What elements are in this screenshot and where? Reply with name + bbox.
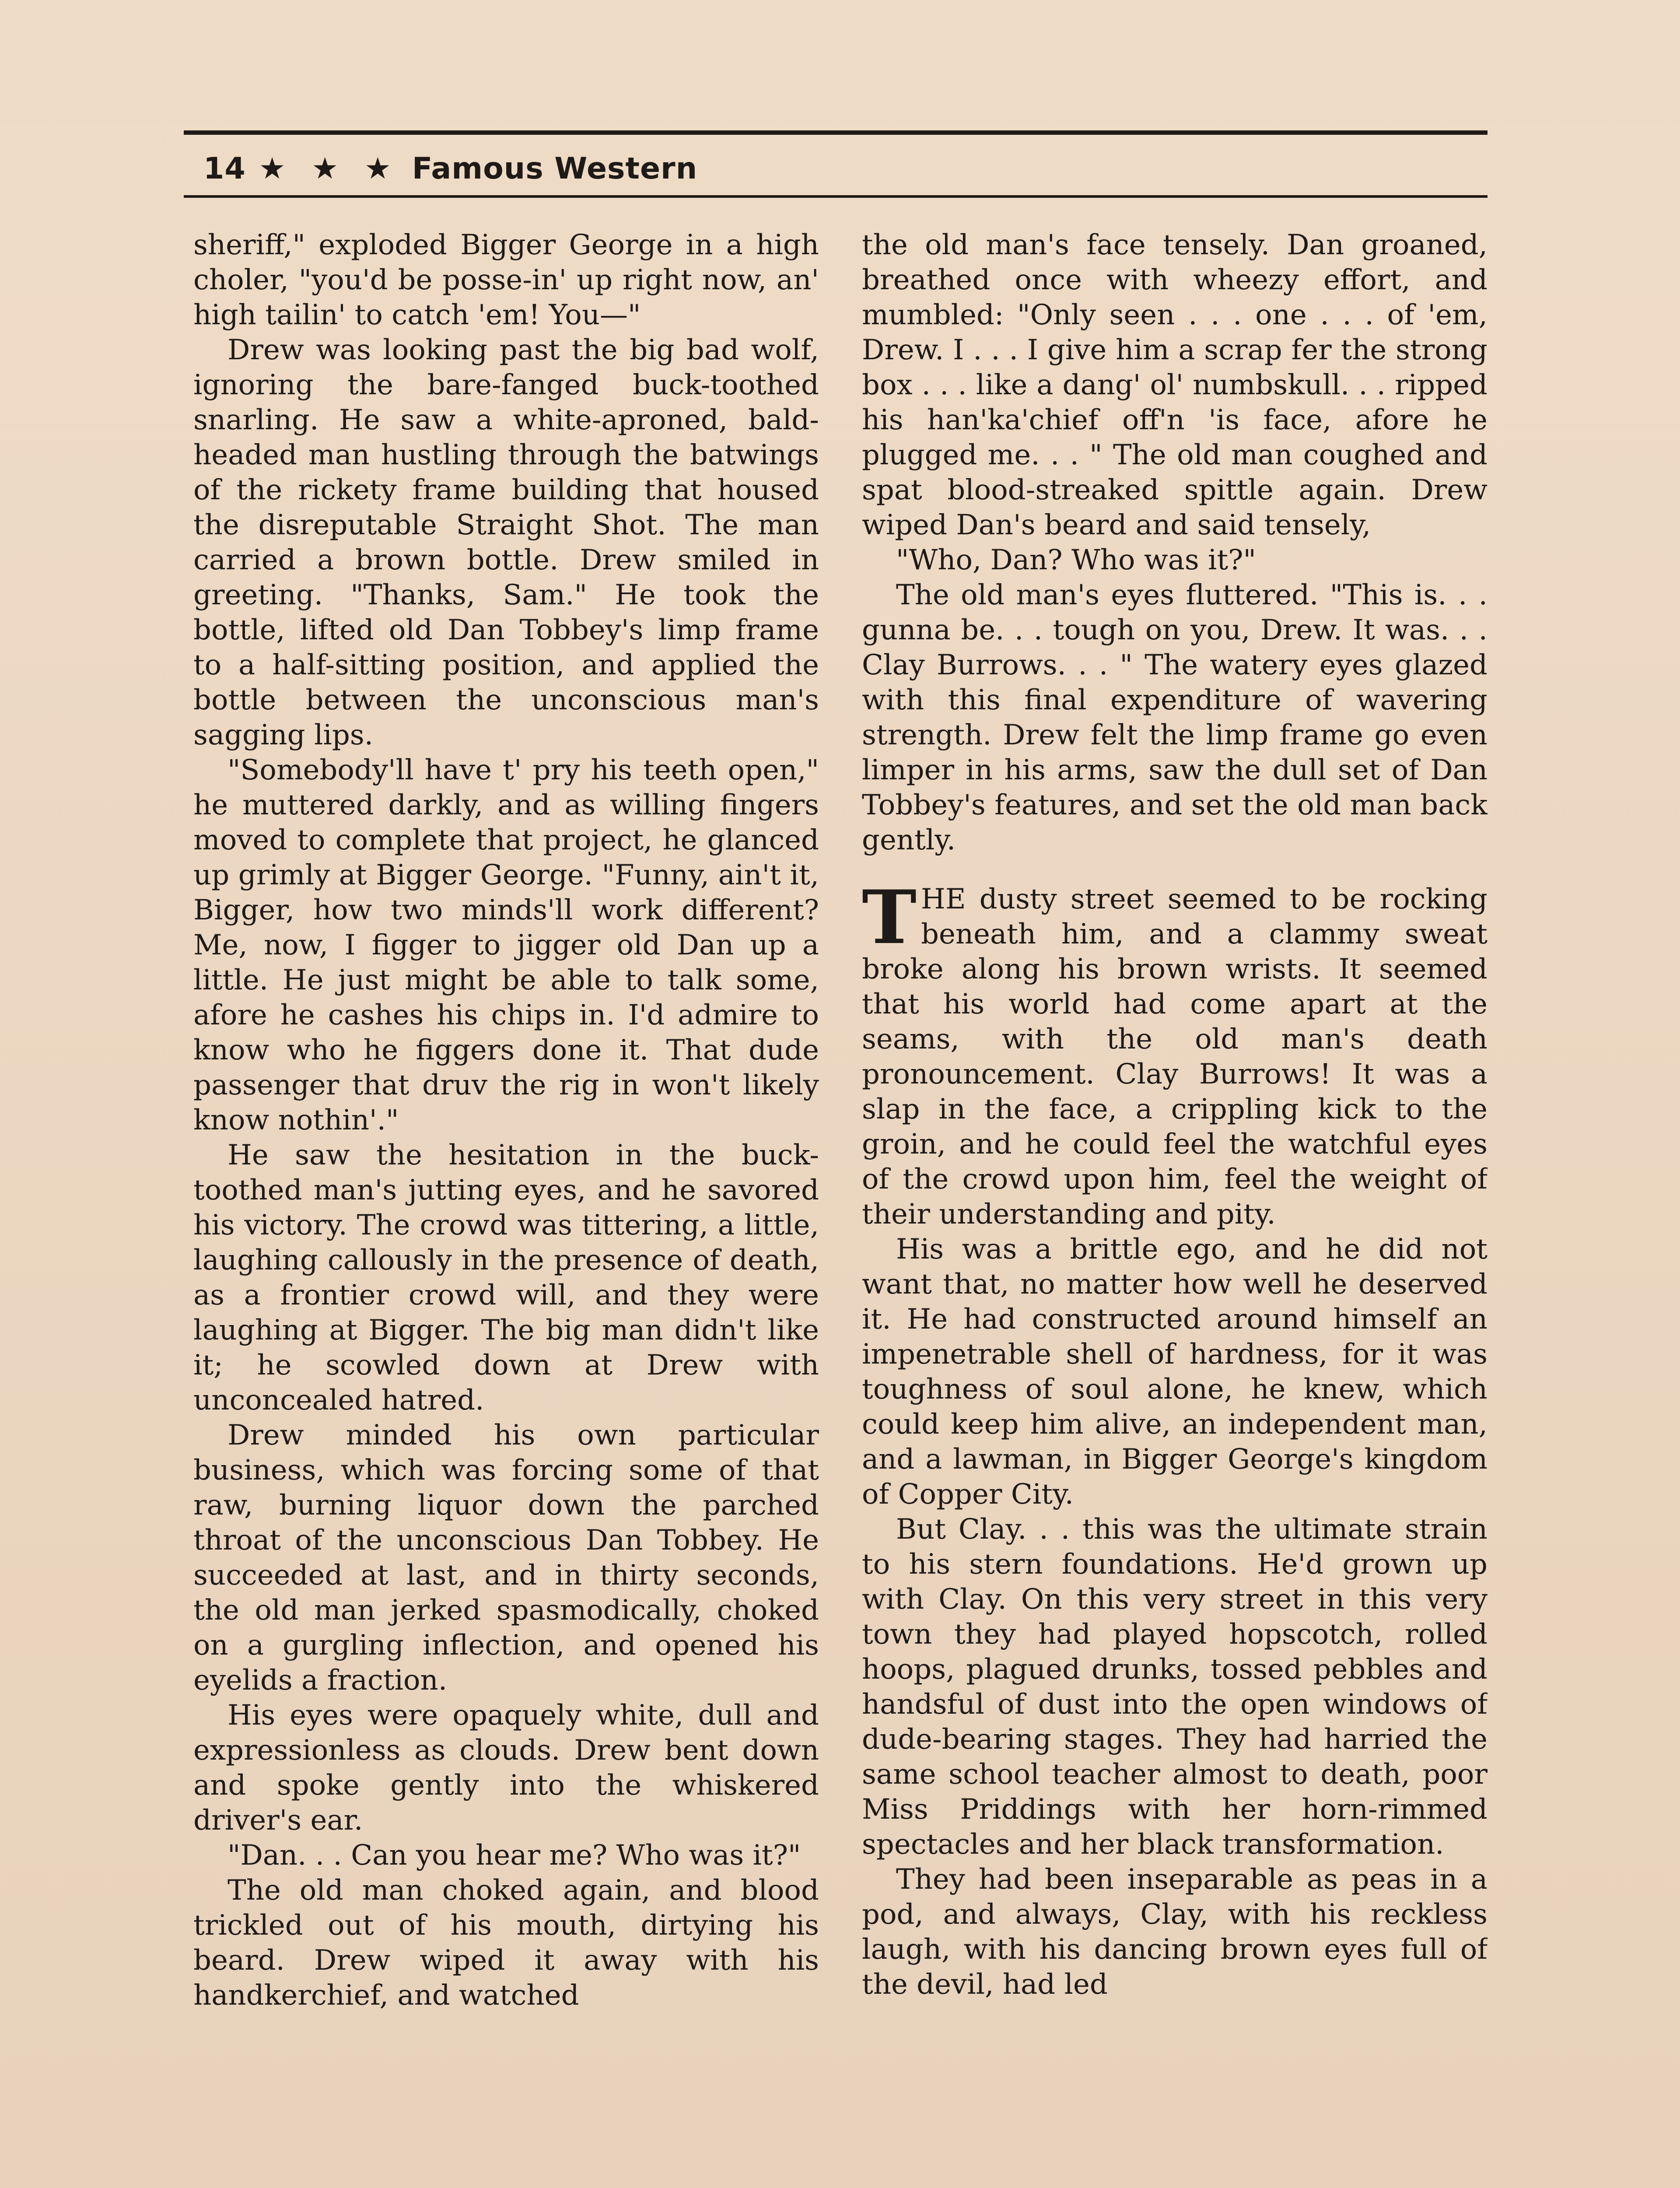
paragraph: But Clay. . . this was the ultimate strain to his stern foundations. He'd grown up with Clay. On this very street in this very town they had played hopscotch, rolled hoops, plagued drunks, tossed pebbles and handsful of dust into the open windows of dude-bearing stages. They had harried the same school teacher almost to death, poor Miss Priddings with her horn-rimmed spectacles and her black transformation. (862, 1513, 1488, 1861)
text-column-right (862, 228, 1488, 2188)
paragraph: "Dan. . . Can you hear me? Who was it?" (228, 1839, 801, 1872)
section-text: HE dusty street seemed to be rocking beneath him, and a clammy sweat broke along his brown wrists. It seemed that his world had come apart at the seams, with the old man's death pronouncement. Clay Burrows! It was a slap in the face, a crippling kick to the groin, and he could feel the watchful eyes of the crowd upon him, feel the weight of their understanding and pity. (862, 883, 1488, 1231)
text-column-left (193, 228, 819, 2188)
paragraph: sheriff," exploded Bigger George in a high choler, "you'd be posse-in' up right now, an' high tailin' to catch 'em! You—" (193, 229, 819, 331)
paragraph: the old man's face tensely. Dan groaned, breathed once with wheezy effort, and mumbled: "Only seen . . . one . . . of 'em, Drew. I . . . I give him a scrap fer the strong box . . . like a dang' ol' numbskull. . . ripped his han'ka'chief off'n 'is face, afore he plugged me. . . " The old man coughed and spat blood-streaked spittle again. Drew wiped Dan's beard and said tensely, (862, 229, 1488, 541)
paragraph: Drew minded his own particular business, which was forcing some of that raw, burning liquor down the parched throat of the unconscious Dan Tobbey. He succeeded at last, and in thirty seconds, the old man jerked spasmodically, choked on a gurgling inflection, and opened his eyelids a fraction. (193, 1419, 819, 1697)
paragraph: The old man choked again, and blood trickled out of his mouth, dirtying his beard. Drew wiped it away with his handkerchief, and watched (193, 1874, 819, 2012)
paragraph: His eyes were opaquely white, dull and expressionless as clouds. Drew bent down and spoke gently into the whiskered driver's ear. (193, 1699, 819, 1837)
magazine-title: Famous Western (412, 151, 698, 186)
paragraph: The old man's eyes fluttered. "This is. . . gunna be. . . tough on you, Drew. It was. . . Clay Burrows. . . " The watery eyes glazed with this final expenditure of wavering strength. Drew felt the limp frame go even limper in his arms, saw the dull set of Dan Tobbey's features, and set the old man back gently. (862, 579, 1488, 856)
paragraph: "Who, Dan? Who was it?" (896, 544, 1256, 576)
paragraph: He saw the hesitation in the buck-toothed man's jutting eyes, and he savored his victory. The crowd was tittering, a little, laughing callously in the presence of death, as a frontier crowd will, and they were laughing at Bigger. The big man didn't like it; he scowled down at Drew with unconcealed hatred. (193, 1139, 819, 1417)
paragraph: They had been inseparable as peas in a pod, and always, Clay, with his reckless laugh, with his dancing brown eyes full of the devil, had led (862, 1863, 1488, 2001)
section-start-paragraph (862, 874, 1488, 1232)
page-number: 14 (203, 151, 246, 186)
paragraph: His was a brittle ego, and he did not want that, no matter how well he deserved it. He had constructed around himself an impenetrable shell of hardness, for it was toughness of soul alone, he knew, which could keep him alive, an independent man, and a lawman, in Bigger George's kingdom of Copper City. (862, 1233, 1488, 1511)
star-icons: ★ ★ ★ (259, 151, 399, 186)
running-header (203, 147, 697, 190)
header-bottom-rule (184, 195, 1488, 198)
drop-cap: T (862, 874, 917, 961)
paragraph: Drew was looking past the big bad wolf, ignoring the bare-fanged buck-toothed snarling. He saw a white-aproned, bald-headed man hustling through the batwings of the rickety frame building that housed the disreputable Straight Shot. The man carried a brown bottle. Drew smiled in greeting. "Thanks, Sam." He took the bottle, lifted old Dan Tobbey's limp frame to a half-sitting position, and applied the bottle between the unconscious man's sagging lips. (193, 334, 819, 751)
header-top-rule (184, 130, 1488, 135)
paragraph: "Somebody'll have t' pry his teeth open," he muttered darkly, and as willing fingers moved to complete that project, he glanced up grimly at Bigger George. "Funny, ain't it, Bigger, how two minds'll work different? Me, now, I figger to jigger old Dan up a little. He just might be able to talk some, afore he cashes his chips in. I'd admire to know who he figgers done it. That dude passenger that druv the rig in won't likely know nothin'." (193, 754, 819, 1136)
